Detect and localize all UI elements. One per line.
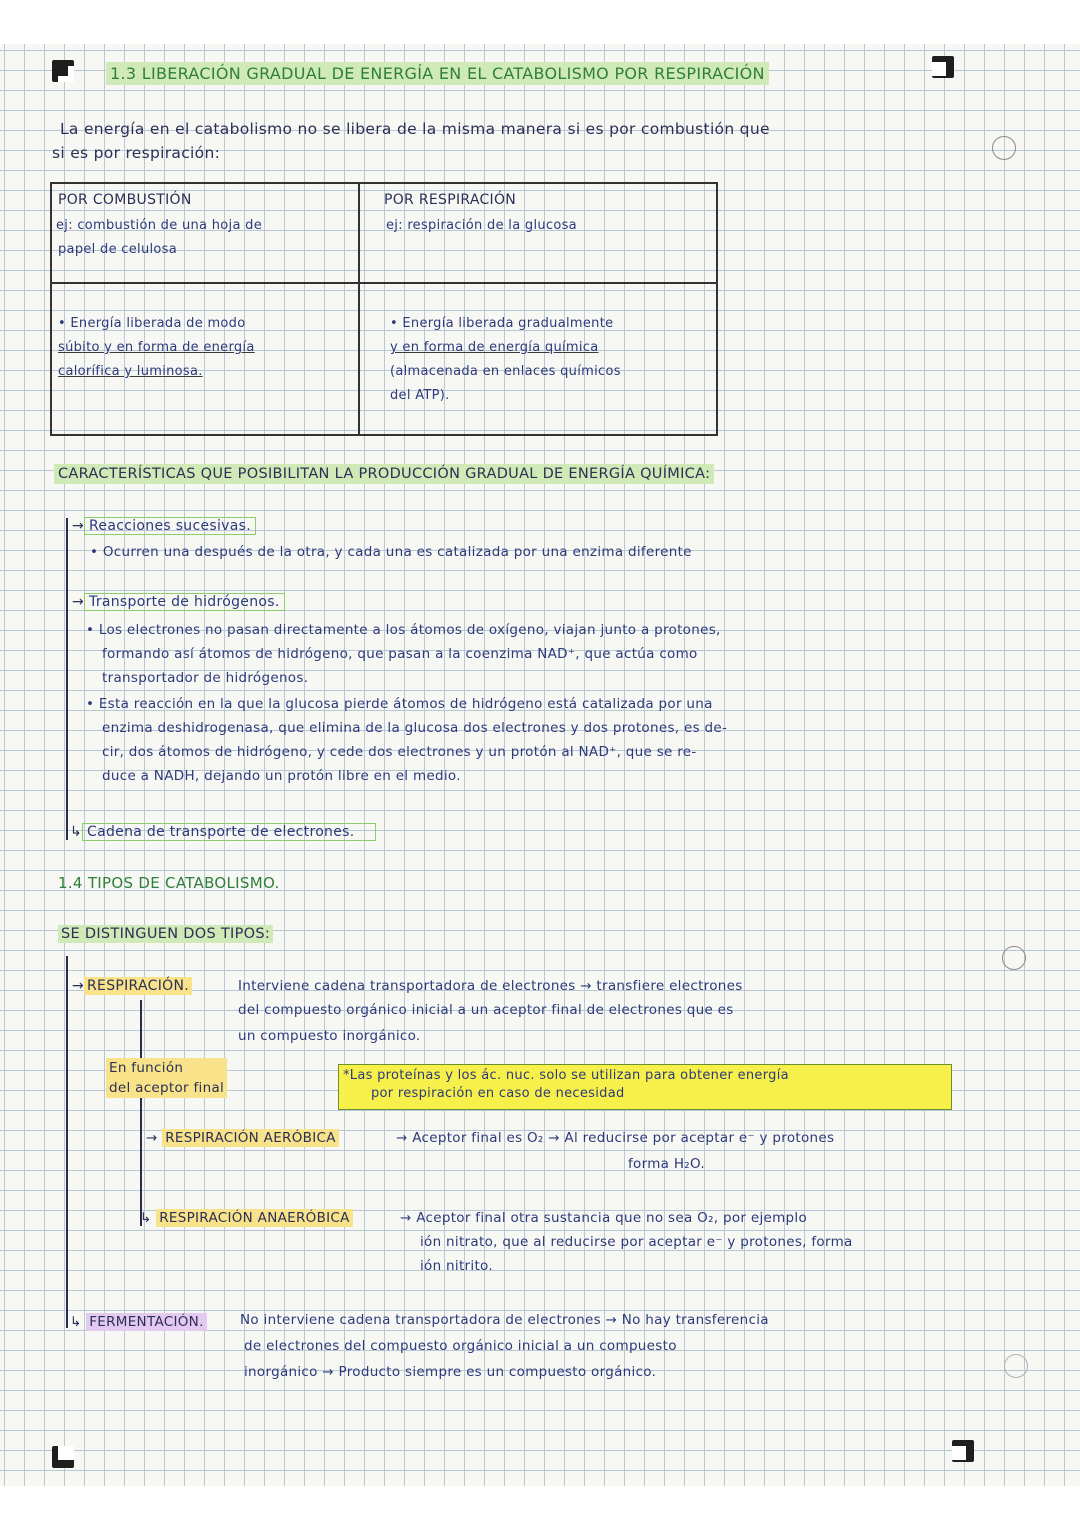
transporte-bullet1-line2: formando así átomos de hidrógeno, que pasan a la coenzima NAD⁺, que actúa como (102, 646, 698, 662)
types-tree-line (66, 956, 68, 1328)
aerobica-text-2: forma H₂O. (628, 1156, 705, 1172)
table-example-respiration: ej: respiración de la glucosa (386, 218, 577, 233)
section-title-1-4: 1.4 TIPOS DE CATABOLISMO. (58, 874, 280, 892)
notebook-page (0, 44, 1080, 1486)
corner-mark-top-right (932, 56, 954, 78)
item-transporte-label: → Transporte de hidrógenos. (72, 594, 285, 610)
table-text-respiration-3: (almacenada en enlaces químicos (390, 364, 621, 379)
section2-subtitle (58, 926, 273, 942)
table-example-combustion-2: papel de celulosa (58, 242, 177, 257)
note-box (338, 1064, 952, 1110)
characteristics-title (54, 466, 714, 482)
fermentacion-text-3: inorgánico → Producto siempre es un compuesto orgánico. (244, 1364, 657, 1380)
anaerobica-label: RESPIRACIÓN ANAERÓBICA (156, 1209, 352, 1227)
table-divider-vertical (358, 182, 360, 434)
table-divider-horizontal (50, 282, 716, 284)
aerobica-row: → RESPIRACIÓN AERÓBICA (146, 1130, 339, 1146)
characteristics-bracket (66, 518, 68, 840)
transporte-bullet2-line4: duce a NADH, dejando un protón libre en el medio. (102, 768, 461, 784)
transporte-bullet1-line1: • Los electrones no pasan directamente a los átomos de oxígeno, viajan junto a protones, (86, 622, 721, 638)
binder-hole-3 (1004, 1354, 1028, 1378)
binder-hole-2 (1002, 946, 1026, 970)
respiracion-label-text: RESPIRACIÓN. (84, 977, 192, 995)
intro-line-1: La energía en el catabolismo no se libera de la misma manera si es por combustión que (60, 120, 770, 138)
table-text-respiration-4: del ATP). (390, 388, 450, 403)
anaerobica-row: ↳ RESPIRACIÓN ANAERÓBICA (140, 1210, 353, 1226)
table-text-combustion-3: calorífica y luminosa. (58, 364, 203, 379)
item-cadena-label: ↳ Cadena de transporte de electrones. (70, 824, 376, 840)
anaerobica-text-1: → Aceptor final otra sustancia que no sea O₂, por ejemplo (400, 1210, 808, 1226)
corner-mark-top-left (52, 60, 74, 82)
respiracion-label: → RESPIRACIÓN. (72, 978, 192, 994)
binder-hole-1 (992, 136, 1016, 160)
funcion-line-2: del aceptor final (109, 1080, 225, 1096)
reacciones-box: Reacciones sucesivas. (84, 517, 256, 535)
section2-subtitle-text: SE DISTINGUEN DOS TIPOS: (58, 925, 273, 943)
fermentacion-label: FERMENTACIÓN. (86, 1313, 206, 1331)
transporte-bullet1-line3: transportador de hidrógenos. (102, 670, 309, 686)
respiration-subtree-line (140, 1000, 142, 1226)
transporte-bullet2-line1: • Esta reacción en la que la glucosa pierde átomos de hidrógeno está catalizada por una (86, 696, 713, 712)
fermentacion-text-2: de electrones del compuesto orgánico inicial a un compuesto (244, 1338, 677, 1354)
fermentacion-row: ↳ FERMENTACIÓN. (70, 1314, 207, 1330)
transporte-box: Transporte de hidrógenos. (84, 593, 285, 611)
table-header-respiration: POR RESPIRACIÓN (384, 192, 517, 208)
transporte-bullet2-line2: enzima deshidrogenasa, que elimina de la glucosa dos electrones y dos protones, es de- (102, 720, 728, 736)
section-title-1-3 (106, 64, 769, 83)
respiracion-text-3: un compuesto inorgánico. (238, 1028, 421, 1044)
characteristics-title-text: CARACTERÍSTICAS QUE POSIBILITAN LA PRODUCCIÓN GRADUAL DE ENERGÍA QUÍMICA: (54, 464, 714, 484)
section-title-text: 1.3 LIBERACIÓN GRADUAL DE ENERGÍA EN EL CATABOLISMO POR RESPIRACIÓN (106, 62, 769, 85)
respiracion-text-2: del compuesto orgánico inicial a un aceptor final de electrones que es (238, 1002, 734, 1018)
table-text-combustion-2: súbito y en forma de energía (58, 340, 255, 355)
respiracion-text-1: Interviene cadena transportadora de electrones → transfiere electrones (238, 978, 743, 994)
table-example-combustion-1: ej: combustión de una hoja de (56, 218, 262, 233)
anaerobica-text-2: ión nitrato, que al reducirse por aceptar e⁻ y protones, forma (420, 1234, 853, 1250)
table-text-respiration-2: y en forma de energía química (390, 340, 599, 355)
aerobica-label: RESPIRACIÓN AERÓBICA (162, 1129, 339, 1147)
aerobica-text-1: → Aceptor final es O₂ → Al reducirse por aceptar e⁻ y protones (396, 1130, 835, 1146)
item-reacciones-bullet: • Ocurren una después de la otra, y cada una es catalizada por una enzima diferente (90, 544, 692, 560)
funcion-aceptor (106, 1058, 227, 1098)
table-text-combustion-1: • Energía liberada de modo (58, 316, 246, 331)
funcion-line-1: En función (109, 1060, 184, 1076)
note-line-2: por respiración en caso de necesidad (371, 1086, 625, 1101)
anaerobica-text-3: ión nitrito. (420, 1258, 493, 1274)
intro-line-2: si es por respiración: (52, 144, 221, 162)
table-text-respiration-1: • Energía liberada gradualmente (390, 316, 614, 331)
transporte-bullet2-line3: cir, dos átomos de hidrógeno, y cede dos electrones y un protón al NAD⁺, que se re- (102, 744, 697, 760)
note-line-1: *Las proteínas y los ác. nuc. solo se utilizan para obtener energía (343, 1068, 789, 1083)
item-reacciones-label: → Reacciones sucesivas. (72, 518, 256, 534)
corner-mark-bottom-left (52, 1446, 74, 1468)
cadena-box: Cadena de transporte de electrones. (82, 823, 375, 841)
table-header-combustion: POR COMBUSTIÓN (58, 192, 192, 208)
fermentacion-text-1: No interviene cadena transportadora de electrones → No hay transferencia (240, 1312, 769, 1328)
corner-mark-bottom-right (952, 1440, 974, 1462)
